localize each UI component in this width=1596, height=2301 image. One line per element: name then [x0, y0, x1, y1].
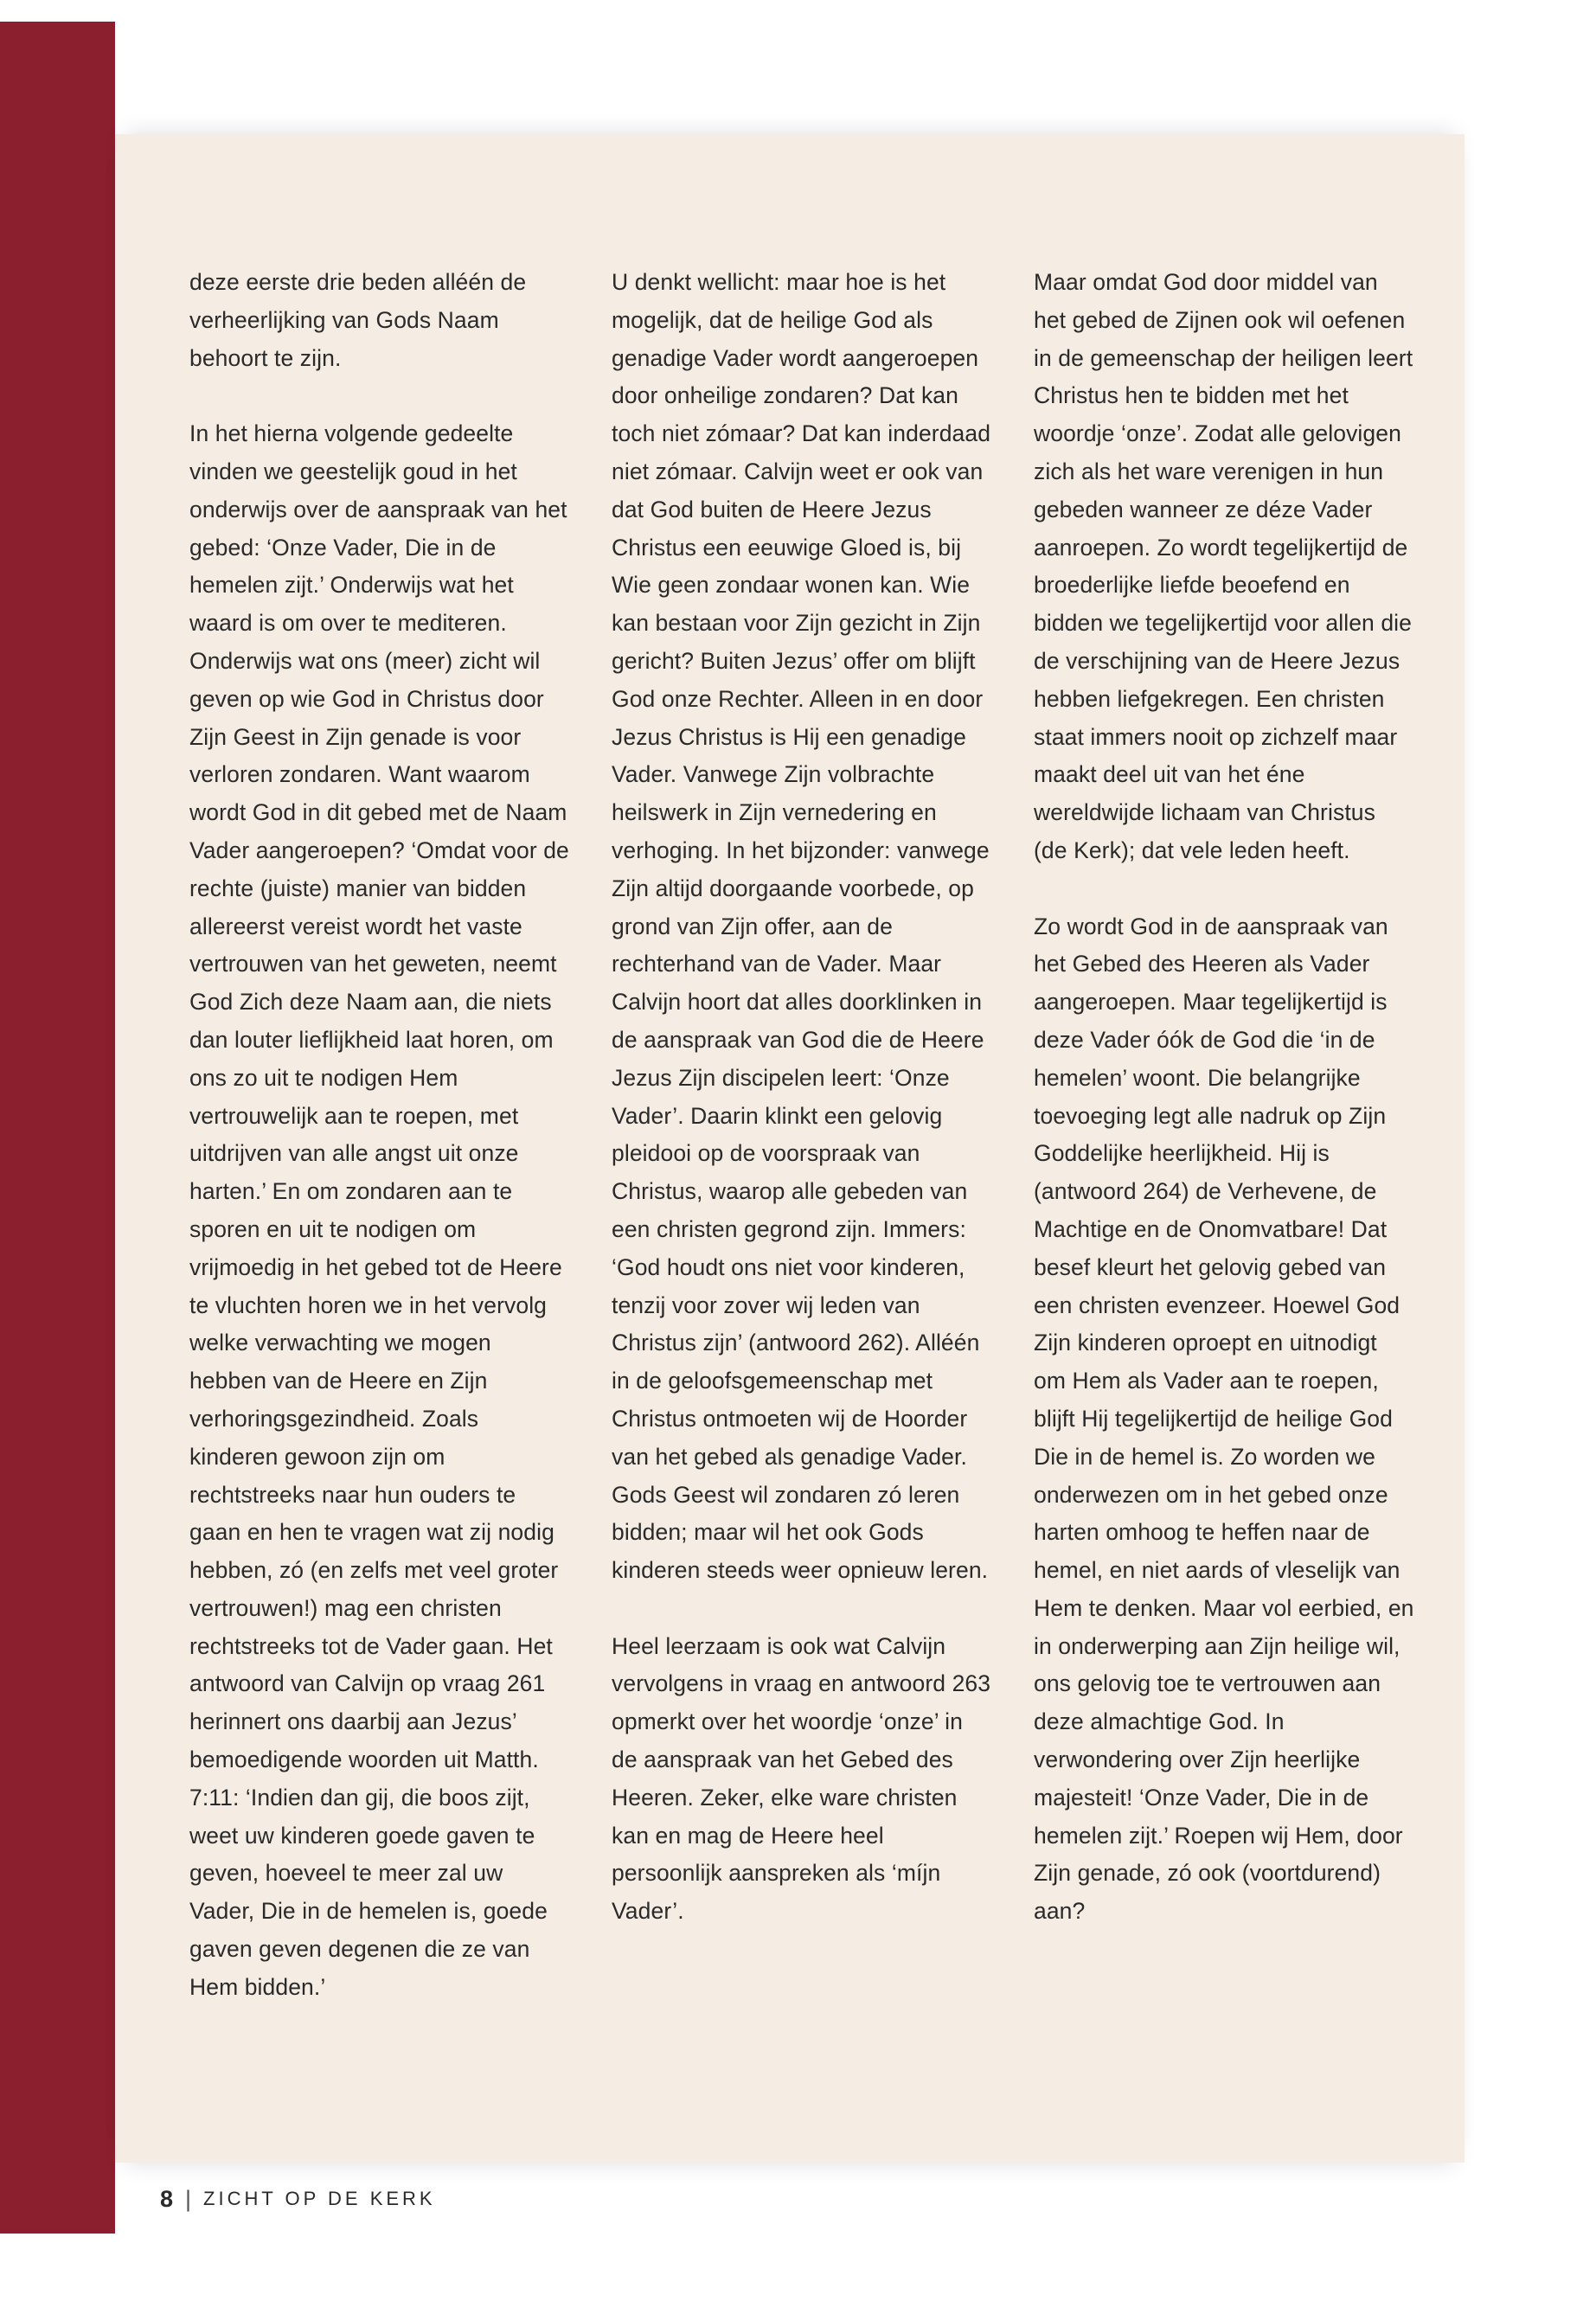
paragraph: deze eerste drie beden alléén de verheerlijking van Gods Naam behoort te zijn. — [189, 269, 527, 371]
page-footer — [160, 2182, 436, 2216]
footer-separator: | — [185, 2185, 192, 2212]
text-column-3 — [1034, 264, 1414, 1931]
paragraph: U denkt wellicht: maar hoe is het mogelijk, dat de heilige God als genadige Vader wordt aangeroepen door onheilige zondaren? Dat kan toch niet zómaar? Dat kan inderdaad niet zómaar. Calvijn weet er ook van dat God buiten de Heere Jezus Christus een eeuwige Gloed is, bij Wie geen zondaar wonen kan. Wie kan bestaan voor Zijn gezicht in Zijn gericht? Buiten Jezus’ offer om blijft God onze Rechter. Alleen in en door Jezus Christus is Hij een genadige Vader. Vanwege Zijn volbrachte heilswerk in Zijn vernedering en verhoging. In het bijzonder: vanwege Zijn altijd doorgaande voorbede, op grond van Zijn offer, aan de rechterhand van de Vader. Maar Calvijn hoort dat alles doorklinken in de aanspraak van God die de Heere Jezus Zijn discipelen leert: ‘Onze Vader’. Daarin klinkt een gelovig pleidooi op de voorspraak van Christus, waarop alle gebeden van een christen gegrond zijn. Immers: ‘God houdt ons niet voor kinderen, tenzij voor zover wij leden van Christus zijn’ (antwoord 262). Alléén in de geloofsgemeenschap met Christus ontmoeten wij de Hoorder van het gebed als genadige Vader. Gods Geest wil zondaren zó leren bidden; maar wil het ook Gods kinderen steeds weer opnieuw leren. — [612, 269, 991, 1584]
paragraph: In het hierna volgende gedeelte vinden we geestelijk goud in het onderwijs over de aanspraak van het gebed: ‘Onze Vader, Die in de hemelen zijt.’ Onderwijs wat het waard is om over te mediteren. Onderwijs wat ons (meer) zicht wil geven op wie God in Christus door Zijn Geest in Zijn genade is voor verloren zondaren. Want waarom wordt God in dit gebed met de Naam Vader aangeroepen? ‘Omdat voor de rechte (juiste) manier van bidden allereerst vereist wordt het vaste vertrouwen van het geweten, neemt God Zich deze Naam aan, die niets dan louter lieflijkheid laat horen, om ons zo uit te nodigen Hem vertrouwelijk aan te roepen, met uitdrijven van alle angst uit onze harten.’ En om zondaren aan te sporen en uit te nodigen om vrijmoedig in het gebed tot de Heere te vluchten horen we in het vervolg welke verwachting we mogen hebben van de Heere en Zijn verhoringsgezindheid. Zoals kinderen gewoon zijn om rechtstreeks naar hun ouders te gaan en hen te vragen wat zij nodig hebben, zó (en zelfs met veel groter vertrouwen!) mag een christen rechtstreeks tot de Vader gaan. Het antwoord van Calvijn op vraag 261 herinnert ons daarbij aan Jezus’ bemoedigende woorden uit Matth. 7:11: ‘Indien dan gij, die boos zijt, weet uw kinderen goede gaven te geven, hoeveel te meer zal uw Vader, Die in de hemelen is, goede gaven geven degenen die ze van Hem bidden.’ — [189, 420, 569, 2000]
page-number: 8 — [160, 2185, 174, 2212]
magazine-title: ZICHT OP DE KERK — [203, 2188, 436, 2209]
text-column-2 — [612, 264, 992, 1931]
article-body — [0, 264, 1596, 2098]
paragraph: Maar omdat God door middel van het gebed de Zijnen ook wil oefenen in de gemeenschap der heiligen leert Christus hen te bidden met het woordje ‘onze’. Zodat alle gelovigen zich als het ware verenigen in hun gebeden wanneer ze déze Vader aanroepen. Zo wordt tegelijkertijd de broederlijke liefde beoefend en bidden we tegelijkertijd voor allen die de verschijning van de Heere Jezus hebben liefgekregen. Een christen staat immers nooit op zichzelf maar maakt deel uit van het éne wereldwijde lichaam van Christus (de Kerk); dat vele leden heeft. — [1034, 269, 1413, 863]
paragraph: Zo wordt God in de aanspraak van het Gebed des Heeren als Vader aangeroepen. Maar tegelijkertijd is deze Vader óók de God die ‘in de hemelen’ woont. Die belangrijke toevoeging legt alle nadruk op Zijn Goddelijke heerlijkheid. Hij is (antwoord 264) de Verhevene, de Machtige en de Onomvatbare! Dat besef kleurt het gelovig gebed van een christen evenzeer. Hoewel God Zijn kinderen oproept en uitnodigt om Hem als Vader aan te roepen, blijft Hij tegelijkertijd de heilige God Die in de hemel is. Zo worden we onderwezen om in het gebed onze harten omhoog te heffen naar de hemel, en niet aards of vleselijk van Hem te denken. Maar vol eerbied, en in onderwerping aan Zijn heilige wil, ons gelovig toe te vertrouwen aan deze almachtige God. In verwondering over Zijn heerlijke majesteit! ‘Onze Vader, Die in de hemelen zijt.’ Roepen wij Hem, door Zijn genade, zó ook (voortdurend) aan? — [1034, 913, 1414, 1925]
text-column-1 — [189, 264, 570, 2007]
paragraph: Heel leerzaam is ook wat Calvijn vervolgens in vraag en antwoord 263 opmerkt over het woordje ‘onze’ in de aanspraak van het Gebed des Heeren. Zeker, elke ware christen kan en mag de Heere heel persoonlijk aanspreken als ‘míjn Vader’. — [612, 1632, 991, 1925]
